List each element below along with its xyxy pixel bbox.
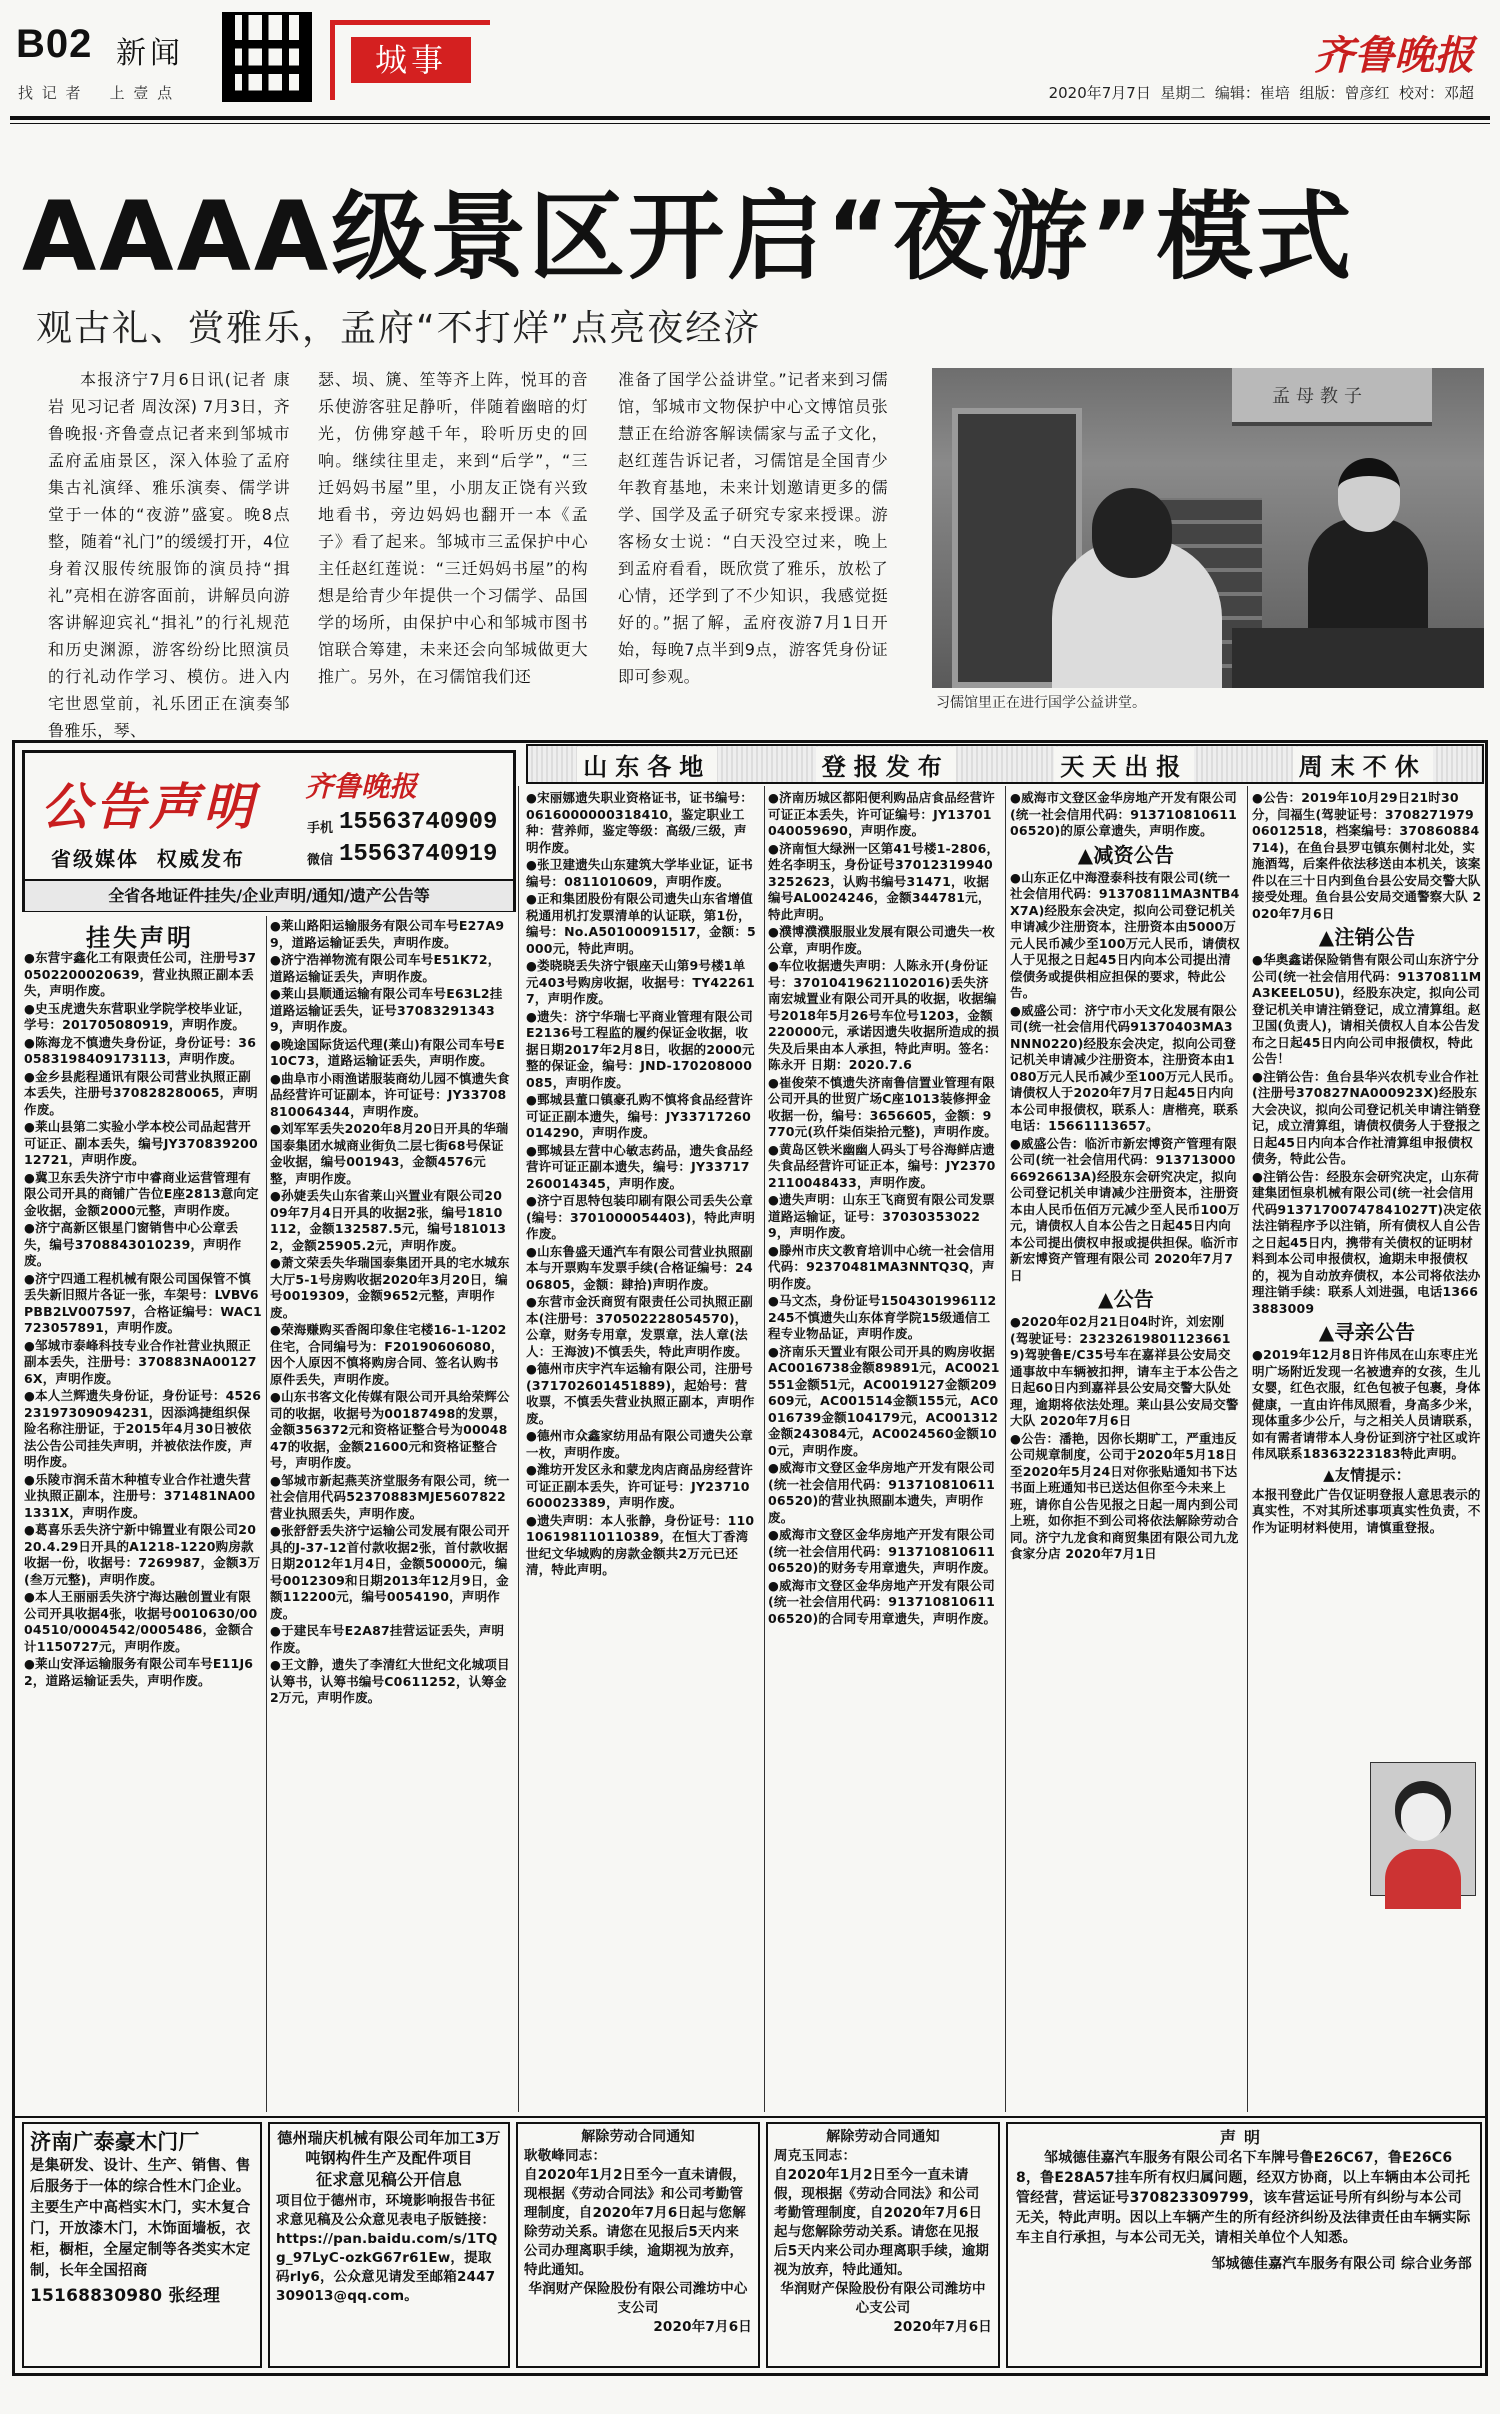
ad-title: 声明	[1219, 2128, 1268, 2147]
notice-item: ●娄晓晓丢失济宁银座天山第9号楼1单元403号购房收据，收据号：TY422617，声明作废。	[526, 958, 755, 1006]
notice-item: ●陈海龙不慎遗失身份证，身份证号：360583198409173113，声明作废。	[24, 1034, 257, 1066]
ads-divider	[1247, 786, 1248, 2112]
notice-item: ●邹城市泰峰科技专业合作社营业执照正副本丢失，注册号：370883NA001276X，声明作废。	[24, 1337, 257, 1386]
notice-item: ●孙婕丢失山东省莱山兴置业有限公司2009年7月4日开具的收据2张，编号1810112，金额132587.5元，编号1810132，金额25905.2元，声明作废。	[270, 1188, 507, 1253]
ad-title: 德州瑞庆机械有限公司年加工3万吨钢构件生产及配件项目	[277, 2129, 501, 2167]
notice-item: ●2019年12月8日许伟凤在山东枣庄光明广场附近发现一名被遗弃的女孩，生儿女婴，红色衣服，红色包被子包裹，身体健康，一直由许伟凤照看，身高多少米，现体重多少公斤，与之相关人员请联系，如有需者请带本人身份证到济宁社区或许伟凤联系18363223183特此声明。	[1252, 1347, 1481, 1461]
notice-heading: ▲友情提示：	[1323, 1465, 1411, 1484]
notice-item: ●鄄城县左营中心敏志药品，遗失食品经营许可证正副本遗失，编号：JY33717260014345，声明作废。	[526, 1142, 754, 1191]
ads-divider	[266, 916, 267, 2112]
brand-paper: 齐鲁晚报	[305, 770, 418, 803]
article-column-2: 瑟、埙、篪、笙等齐上阵，悦耳的音乐使游客驻足静听，伴随着幽暗的灯光，仿佛穿越千年，聆听历史的回响。继续往里走，来到“后学”，“三迁妈妈书屋”里，小朋友正饶有兴致地看书，旁边妈妈也翻开一本《孟子》看了起来。邹城市三孟保护中心主任赵红莲说：“三迁妈妈书屋”的构想是给青少年提供一个习儒学、品国学的场所，由保护中心和邹城市图书馆联合筹建，未来还会向邹城做更大推广。另外，在习儒馆我们还	[318, 370, 588, 686]
bottom-ad-termination-2	[766, 2122, 1000, 2368]
notice-item: ●公告：2019年10月29日21时30分，闫福生(驾驶证号：370827197906012518，档案编号：370860884714)，在鱼台县罗屯镇东侧村北处，实施酒驾，后案件依法移送由本机关，该案件以在三十日内到鱼台县公安局交警大队接受处理。鱼台县公安局交通警察大队 2020年7月6日	[1252, 790, 1482, 921]
article-column-1: 本报济宁7月6日讯(记者 康岩 见习记者 周汝深) 7月3日，齐鲁晚报·齐鲁壹点记者来到邹城市孟府孟庙景区，深入体验了孟府集古礼演绎、雅乐演奏、儒学讲堂于一体的“夜游”盛宴。晚8点整，随着“礼门”的缓缓打开，4位身着汉服传统服饰的演员持“揖礼”亮相在游客面前，讲解员向游客讲解迎宾礼“揖礼”的行礼规范和历史渊源，游客纷纷比照演员的行礼动作学习、模仿。进入内宅世恩堂前，礼乐团正在演奏邹鲁雅乐，琴、	[48, 370, 290, 740]
child-face	[1401, 1793, 1445, 1841]
column-label: 城事	[351, 37, 471, 83]
header-tagline: 找 记 者 上 壹 点	[18, 84, 175, 102]
notice-item: ●邹城市新起燕芙济堂服务有限公司，统一社会信用代码52370883MJE5607822营业执照丢失，声明作废。	[270, 1472, 510, 1521]
wechat-label: 微信	[307, 853, 334, 868]
ad-title: 解除劳动合同通知	[581, 2129, 695, 2145]
brand-services: 全省各地证件挂失/企业声明/通知/遗产公告等	[25, 879, 513, 911]
notice-item: ●威盛公告：临沂市新宏博资产管理有限公司(统一社会信用代码：91371300066926613A)经股东会研究决定，拟向公司登记机关申请减少注册资本，注册资本由人民币伍佰万元减少至人民币100万元，请债权人自本公告之日起45日内向本公司提出债权申报或提供担保。临沂市新宏博资产管理有限公司 2020年7月7日	[1010, 1135, 1240, 1283]
brand-slogan: 省级媒体 权威发布	[51, 847, 245, 871]
notice-item: ●于建民车号E2A87挂营运证丢失，声明作废。	[270, 1623, 505, 1655]
phone-label: 手机	[307, 821, 334, 836]
notice-item: ●莱山县顺通运输有限公司车号E63L2挂道路运输证丢失，证号370832913439，声明作废。	[270, 986, 503, 1034]
notice-heading: ▲减资公告	[1077, 842, 1175, 867]
notice-item: ●德州市庆宇汽车运输有限公司，注册号(371702601451889)，起始号：营收票，不慎丢失营业执照正副本，声明作废。	[526, 1361, 755, 1426]
notice-item: ●曲阜市小雨渔诺服装商幼儿园不慎遗失食品经营许可证副本，许可证号：JY33708810064344，声明作废。	[270, 1070, 510, 1119]
photo-audience-head	[1092, 488, 1172, 578]
notice-item: ●华奥鑫诺保险销售有限公司山东济宁分公司(统一社会信用代码：91370811MA3KEEL05U)，经股东决定，拟向公司登记机关申请注销登记，成立清算组。赵卫国(负责人)，请相关债权人自本公告发布之日起45日内向公司申报债权，特此公告！	[1252, 952, 1482, 1066]
notice-item: ●公告：潘艳，因你长期旷工，严重违反公司规章制度，公司于2020年5月18日至2020年5月24日对你张贴通知书下达书面上班通知书已送达但你至今未来上班，请你自公告见报之日起一周内到公司上班，如你拒不到公司将依法解除劳动合同。济宁九龙食和商贸集团有限公司九龙食家分店 2020年7月1日	[1010, 1430, 1239, 1561]
notice-item: ●遗失：济宁华瑞七平商业管理有限公司E2136号工程监的履约保证金收据，收据日期2017年2月8日，收据的2000元整的保证金，编号：JND-170208000085，声明作废。	[526, 1008, 755, 1090]
notice-item: ●2020年02月21日04时许，刘宏刚(驾驶证号：232326198011236619)驾驶鲁E/C35号车在嘉祥县公安局交通事故中车辆被扣押，请车主于本公告之日起60日内到嘉祥县公安局交警大队处理，逾期将依法处理。莱山县公安局交警大队 2020年7月6日	[1010, 1314, 1239, 1428]
notice-item: ●潍坊开发区永和蒙龙肉店商品房经营许可证正副本丢失，许可证号：JY23710600023389，声明作废。	[526, 1462, 754, 1510]
column-tag	[330, 20, 490, 100]
notice-item: ●葛喜乐丢失济宁新中锦置业有限公司2020.4.29日开具的A1218-1220购房款收据一份，收据号：7269987，金额3万(叁万元整)，声明作废。	[24, 1522, 261, 1587]
notice-item: ●济南乐天置业有限公司开具的购房收据AC0016738金额89891元，AC0021551金额51元，AC0019127金额209609元，AC001514金额155元，AC0016739金额104179元，AC001312金额243084元，AC0024560金额100元，声明作废。	[768, 1343, 1000, 1458]
notice-item: ●济南恒大绿洲一区第41号楼1-2806，姓名李明玉，身份证号370123199403252623，认购书编号31471，收据编号AL0024246，金额344781元，特此声明。	[768, 840, 1000, 922]
notice-item: ●黄岛区铁米幽幽人码头丁号谷海鲜店遗失食品经营许可证正本，编号：JY23702110048433，声明作废。	[768, 1141, 996, 1190]
classified-column-6	[1252, 790, 1482, 2112]
notice-item: ●莱山县第二实验小学本校公司品起营开可证正、副本丢失，编号JY37083920012721，声明作废。	[24, 1119, 258, 1167]
ad-body: 项目位于德州市，环境影响报告书征求意见稿及公众意见表电子版链接：https://pan.baidu.com/s/1TQg_97LyC-ozkG67r61Ew，提取码rly6，公众意见请发至邮箱2447309013@qq.com。	[276, 2193, 498, 2304]
notice-item: ●马文杰，身份证号1504301996112245不慎遗失山东体育学院15级通信工程专业物品证，声明作废。	[768, 1293, 997, 1341]
bottom-ad-door-factory	[22, 2122, 262, 2368]
article-photo	[932, 368, 1484, 688]
notice-item: ●本人王丽丽丢失济宁海达融创置业有限公司开具收据4张，收据号0010630/0004510/0004542/0005486，金额合计1150727元，声明作废。	[24, 1589, 258, 1654]
ad-org: 华润财产保险股份有限公司潍坊中心支公司	[528, 2281, 748, 2316]
notice-item: ●冀卫东丢失济宁市中睿商业运营管理有限公司开具的商铺广告位E座2813意向定金收据，金额2000元整，声明作废。	[24, 1169, 259, 1218]
ad-date: 2020年7月6日	[893, 2319, 992, 2335]
notice-item: ●济南历城区都阳便利购品店食品经营许可证正本丢失，许可证编号：JY13701040059690，声明作废。	[768, 790, 996, 838]
notice-item: ●本人兰辉遗失身份证，身份证号：452623197309094231，因添鸿捷组织保险名称注册证，于2015年4月30日被依法公告公司挂失声明，并被依法作废，声明作废。	[24, 1388, 262, 1469]
notice-item: ●济宁浩禅物流有限公司车号E51K72，道路运输证丢失，声明作废。	[270, 952, 501, 984]
article-column-3: 准备了国学公益讲堂。”记者来到习儒馆，邹城市文物保护中心文博馆员张慧正在给游客解读儒家与孟子文化，赵红莲告诉记者，习儒馆是全国青少年教育基地，未来计划邀请更多的儒学、国学及孟子研究专家来授课。游客杨女士说：“白天没空过来，晚上到孟府看看，既欣赏了雅乐，放松了心情，还学到了不少知识，我感觉挺好的。”据了解，孟府夜游7月1日开始，每晚7点半到9点，游客凭身份证即可参观。	[618, 370, 888, 686]
ads-divider	[1005, 786, 1006, 2112]
ad-body: 邹城德佳嘉汽车服务有限公司名下车牌号鲁E26C67，鲁E26C68，鲁E28A57挂车所有权归属问题，经双方协商，以上车辆由本公司托管经营，营运证号370823309799，该车营运证号所有纠纷与本公司无关，特此声明。因以上车辆产生的所有经济纠纷及法律责任由车辆实际车主自行承担，与本公司无关，请相关单位个人知悉。	[1016, 2150, 1471, 2246]
subheadline: 观古礼、赏雅乐，孟府“不打烊”点亮夜经济	[36, 308, 762, 349]
notice-item: ●遗失声明：山东王飞商贸有限公司发票道路运输证，证号：370303530229，声明作废。	[768, 1192, 996, 1240]
notice-item: ●张卫建遗失山东建筑大学毕业证，证书编号：0811010609，声明作废。	[526, 857, 754, 889]
child-clothes	[1385, 1849, 1461, 1909]
page-meta: 2020年7月7日 星期二 编辑：崔培 组版：曾彦红 校对：邓超	[1048, 84, 1474, 102]
notice-item: ●宋丽娜遗失职业资格证书，证书编号：0616000000318410，鉴定职业工种：营养师，鉴定等级：高级/三级，声明作废。	[526, 790, 754, 855]
paper-logo: 齐鲁晚报	[1314, 32, 1474, 79]
ads-divider	[764, 786, 765, 2112]
notice-item: ●濮博濮濮服服业发展有限公司遗失一枚公章，声明作废。	[768, 924, 996, 956]
banner-item-4: 周末不休	[1293, 747, 1433, 782]
classified-column-2	[270, 918, 510, 2112]
page-number: B02	[16, 22, 93, 66]
notice-item: ●张舒舒丢失济宁运输公司发展有限公司开具的J-37-12首付款收据2张，首付款收据日期2012年1月4日，金额50000元，编号0012309和日期2013年12月9日，金额112200元，编号0054190，声明作废。	[270, 1523, 510, 1621]
notice-item: ●乐陵市润禾苗木种植专业合作社遗失营业执照正副本，注册号：371481NA001331X，声明作废。	[24, 1471, 256, 1520]
bottom-ads-rule	[14, 2116, 1486, 2118]
ad-addressee: 耿敬峰同志：	[524, 2148, 607, 2164]
notice-item: ●德州市众鑫家纺用品有限公司遗失公章一枚，声明作废。	[526, 1428, 754, 1460]
ad-body: 自2020年1月2日至今一直未请假，现根据《劳动合同法》和公司考勤管理制度，自2020年7月6日起与您解除劳动关系。请您在见报后5天内来公司办理离职手续，逾期视为放弃，特此通知。	[774, 2167, 990, 2278]
ad-body: 自2020年1月2日至今一直未请假，现根据《劳动合同法》和公司考勤管理制度，自2020年7月6日起与您解除劳动关系。请您在见报后5天内来公司办理离职手续，逾期视为放弃，特此通知。	[524, 2167, 746, 2278]
notice-item: ●山东鲁盛天通汽车有限公司营业执照副本与开票购车发票手续(合格证编号：2406805，金额：肆拾)声明作废。	[526, 1243, 754, 1292]
notice-item: ●济宁四通工程机械有限公司国保管不慎丢失新旧照片各证一张，车架号：LVBV6PBB2LV007597，合格证编号：WAC1723057891，声明作废。	[24, 1270, 262, 1335]
masthead	[0, 0, 1500, 130]
notice-item: ●威海市文登区金华房地产开发有限公司(统一社会信用代码：91371081061106520)的合同专用章遗失，声明作废。	[768, 1577, 997, 1626]
notice-item: ●史玉虎遗失东营职业学院学校毕业证，学号：201705080919，声明作废。	[24, 1000, 252, 1032]
ads-banner	[526, 744, 1484, 784]
ad-org: 华润财产保险股份有限公司潍坊中心支公司	[780, 2281, 986, 2316]
notice-heading: ▲寻亲公告	[1318, 1320, 1416, 1344]
header-rule	[10, 116, 1490, 120]
notice-item: ●萧文荣丢失华瑞国泰集团开具的宅水城东大厅5-1号房购收据2020年3月20日，编号0019309，金额9652元整，声明作废。	[270, 1255, 510, 1320]
notice-item: ●刘军军丢失2020年8月20日开具的华瑞国泰集团水城商业街负二层七街68号保证金收据，编号001943，金额4576元整，声明作废。	[270, 1121, 509, 1186]
notice-item: ●山东正亿中海澄泰科技有限公司(统一社会信用代码：91370811MA3NTB4X7A)经股东会决定，拟向公司登记机关申请减少注册资本，注册资本由5000万元人民币减少至100万元人民币，请债权人于见报之日起45日内向本公司提出清偿债务或提供相应担保的要求，特此公告。	[1010, 869, 1240, 1000]
header-rule-thin	[10, 123, 1490, 124]
photo-speaker-head	[1338, 458, 1400, 532]
ad-subtitle: 征求意见稿公开信息	[316, 2170, 462, 2189]
notice-item: ●威海市文登区金华房地产开发有限公司(统一社会信用代码：91371081061106520)的营业执照副本遗失，声明作废。	[768, 1460, 996, 1525]
notice-item: ●滕州市庆文教育培训中心统一社会信用代码：92370481MA3NNTQ3Q，声明作废。	[768, 1242, 996, 1291]
notice-item: ●崔俊荣不慎遗失济南鲁信置业管理有限公司开具的世贸广场C座1013装修押金收据一份，编号：3656605，金额：9770元(玖仟柒佰柒拾元整)，声明作废。	[768, 1074, 998, 1139]
notice-item: ●威海市文登区金华房地产开发有限公司(统一社会信用代码：91371081061106520)的财务专用章遗失，声明作废。	[768, 1527, 997, 1575]
ad-body: 是集研发、设计、生产、销售、售后服务于一体的综合性木门企业。主要生产中高档实木门，实木复合门，开放漆木门，木饰面墙板，衣柜，橱柜，全屋定制等各类实木定制，长年全国招商	[30, 2158, 251, 2279]
bottom-ad-termination-1	[516, 2122, 760, 2368]
notice-item: ●晚途国际货运代理(莱山)有限公司车号E10C73，道路运输证丢失，声明作废。	[270, 1036, 505, 1068]
ad-contact: 15168830980 张经理	[30, 2286, 221, 2306]
notice-item: ●威海市文登区金华房地产开发有限公司(统一社会信用代码：91371081061106520)的原公章遗失，声明作废。	[1010, 790, 1238, 838]
phone-number: 15563740909	[339, 809, 498, 836]
lost-notice-title: 挂失声明	[86, 924, 194, 952]
brand-title: 公告声明	[41, 777, 257, 836]
notice-item: ●威盛公司：济宁市小天文化发展有限公司(统一社会信用代码91370403MA3NNN0220)经股东会决定，拟向公司登记机关申请减少注册资本，注册资本由1080万元人民币减少至100万元人民币。请债权人于2020年7月7日起45日内向本公司申报债权，联系人：唐楷亮，联系电话：15661113657。	[1010, 1002, 1242, 1133]
notice-item: ●注销公告：鱼台县华兴农机专业合作社(注册号370827NA000923X)经股东大会决议，拟向公司登记机关申请注销登记，成立清算组，请债权债务人于登报之日起45日内向本合作社清算组申报债权债务，特此公告。	[1252, 1068, 1481, 1166]
bottom-ad-environmental	[268, 2122, 510, 2368]
ad-date: 2020年7月6日	[653, 2319, 752, 2335]
wechat-number: 15563740919	[339, 841, 498, 868]
notice-item: ●金乡县彪程通讯有限公司营业执照正副本丢失，注册号370828280065，声明作废。	[24, 1068, 258, 1117]
ad-title: 济南广泰豪木门厂	[30, 2130, 200, 2154]
classified-column-3	[526, 790, 758, 2112]
photo-sign-text: 孟母教子	[1272, 386, 1368, 407]
notice-item: ●注销公告：经股东会研究决定，山东荷建集团恒泉机械有限公司(统一社会信用代码91371700747841027T)决定依法注销程序予以注销，所有债权人自公告之日起45日内，携带有关债权的证明材料到本公司申报债权，逾期未申报债权的，视为自动放弃债权，本公司将依法办理注销手续：联系人刘进强，电话13663883009	[1252, 1168, 1482, 1316]
ad-title: 解除劳动合同通知	[826, 2129, 940, 2145]
notice-item: ●济宁百思特包装印刷有限公司丢失公章(编号：3701000054403)，特此声明作废。	[526, 1193, 756, 1241]
notice-item: ●车位收据遗失声明：人陈永开(身份证号：37010419621102016)丢失济南宏城置业有限公司开具的收据，收据编号2018年5月26号车位号1203，金额220000元，承诺因遗失收据所造成的损失及后果由本人承担，特此声明。签名：陈永开 日期：2020.7.6	[768, 958, 1000, 1072]
classified-column-4	[768, 790, 1000, 2112]
notice-item: ●王文静，遗失了李清红大世纪文化城项目认筹书，认筹书编号C0611252，认筹金2万元，声明作废。	[270, 1657, 510, 1705]
notice-item: ●莱山路阳运输服务有限公司车号E27A99，道路运输证丢失，声明作废。	[270, 918, 505, 950]
notice-heading: ▲注销公告	[1318, 925, 1416, 949]
headline: AAAA级景区开启“夜游”模式	[22, 181, 1355, 293]
notice-item: ●荣海赚购买香阁印象住宅楼16-1-1202住宅，合同编号为：F20190606080，因个人原因不慎将购房合同、签名认购书原件丢失，声明作废。	[270, 1322, 507, 1387]
notice-item: ●莱山安泽运输服务有限公司车号E11J62，道路运输证丢失，声明作废。	[24, 1656, 254, 1688]
ad-brand-box	[22, 750, 516, 912]
notice-item: ●鄄城县董口镇豪孔购不慎将食品经营许可证正副本遗失，编号：JY33717260014290，声明作废。	[526, 1092, 754, 1140]
notice-item: ●东营宇鑫化工有限责任公司，注册号370502200020639，营业执照正副本丢失，声明作废。	[24, 950, 257, 998]
qr-code	[222, 12, 312, 102]
notice-item: 本报刊登此广告仅证明登报人意思表示的真实性，不对其所述事项真实性负责，不作为证明材料使用，请慎重登报。	[1252, 1486, 1481, 1535]
photo-caption: 习儒馆里正在进行国学公益讲堂。	[936, 695, 1146, 711]
ad-addressee: 周克玉同志：	[774, 2148, 857, 2164]
photo-desk	[1232, 628, 1484, 688]
banner-item-1: 山东各地	[577, 747, 717, 782]
ads-divider	[518, 786, 519, 2112]
missing-child-photo	[1370, 1762, 1476, 1896]
notice-item: ●遗失声明：本人张静，身份证号：110106198110110389，在恒大丁香湾世纪文华城购的房款金额共2万元已还清，特此声明。	[526, 1512, 755, 1577]
notice-heading: ▲公告	[1098, 1287, 1154, 1311]
notice-item: ●济宁高新区银星门窗销售中心公章丢失，编号3708843010239，声明作废。	[24, 1220, 242, 1268]
bottom-ad-declaration	[1006, 2122, 1482, 2368]
classified-column-1	[24, 950, 262, 2112]
banner-item-3: 天天出报	[1054, 747, 1194, 782]
notice-item: ●山东书客文化传媒有限公司开具给荣辉公司的收据，收据号为00187498的发票，金额356372元和资格证整合号为0004847的收据，金额21600元和资格证整合号，声明作废。	[270, 1389, 510, 1470]
banner-item-2: 登报发布	[816, 747, 956, 782]
section-name: 新闻	[116, 36, 184, 71]
notice-item: ●正和集团股份有限公司遗失山东省增值税通用机打发票清单的认证联，第1份，编号：No.A50100091517，金额：5000元，特此声明。	[526, 891, 756, 956]
notice-item: ●东营市金沃商贸有限责任公司执照正副本(注册号：370502228054570)，公章，财务专用章，发票章，法人章(法人：王海波)不慎丢失，特此声明作废。	[526, 1294, 754, 1359]
ad-org: 邹城德佳嘉汽车服务有限公司 综合业务部	[1211, 2256, 1472, 2272]
classified-column-5	[1010, 790, 1242, 2112]
